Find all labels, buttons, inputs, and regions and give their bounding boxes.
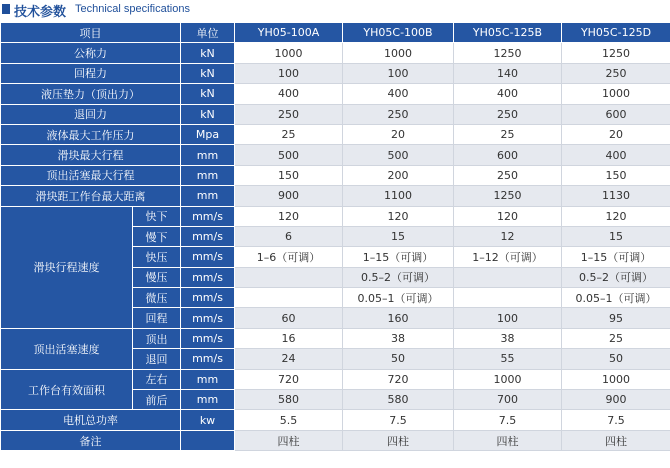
sub-label: 前后 xyxy=(133,390,181,410)
value-cell: 400 xyxy=(454,84,562,104)
header-model: YH05C-125B xyxy=(454,23,562,43)
value-cell: 400 xyxy=(343,84,454,104)
value-cell xyxy=(454,288,562,308)
row-label: 滑块最大行程 xyxy=(1,145,181,165)
sub-label: 退回 xyxy=(133,349,181,369)
value-cell: 100 xyxy=(235,63,343,83)
value-cell: 120 xyxy=(343,206,454,226)
value-cell: 700 xyxy=(454,390,562,410)
table-row xyxy=(1,328,670,348)
value-cell: 1000 xyxy=(562,84,670,104)
value-cell: 60 xyxy=(235,308,343,328)
value-cell: 150 xyxy=(562,165,670,185)
value-cell: 120 xyxy=(562,206,670,226)
value-cell: 500 xyxy=(343,145,454,165)
table-row xyxy=(1,165,670,185)
sub-label: 微压 xyxy=(133,288,181,308)
value-cell: 25 xyxy=(562,328,670,348)
value-cell: 四柱 xyxy=(454,430,562,450)
value-cell: 15 xyxy=(562,226,670,246)
value-cell: 四柱 xyxy=(235,430,343,450)
table-row xyxy=(1,63,670,83)
sub-label: 回程 xyxy=(133,308,181,328)
table-row xyxy=(1,186,670,206)
table-row xyxy=(1,145,670,165)
value-cell: 12 xyxy=(454,226,562,246)
row-unit: mm xyxy=(181,390,235,410)
value-cell: 1250 xyxy=(454,43,562,63)
value-cell: 0.05–1（可调） xyxy=(343,288,454,308)
title-chinese: 技术参数 xyxy=(14,5,67,20)
value-cell: 250 xyxy=(235,104,343,124)
value-cell: 四柱 xyxy=(343,430,454,450)
sub-label: 顶出 xyxy=(133,328,181,348)
title-english: Technical specifications xyxy=(75,3,190,15)
value-cell: 20 xyxy=(343,124,454,144)
value-cell: 1250 xyxy=(562,43,670,63)
value-cell: 600 xyxy=(562,104,670,124)
value-cell: 0.5–2（可调） xyxy=(343,267,454,287)
table-row xyxy=(1,104,670,124)
value-cell: 1100 xyxy=(343,186,454,206)
row-unit: mm/s xyxy=(181,206,235,226)
value-cell: 900 xyxy=(235,186,343,206)
value-cell: 1000 xyxy=(343,43,454,63)
table-row xyxy=(1,206,670,226)
value-cell: 16 xyxy=(235,328,343,348)
row-unit: mm/s xyxy=(181,288,235,308)
value-cell: 55 xyxy=(454,349,562,369)
row-unit: mm/s xyxy=(181,226,235,246)
value-cell: 200 xyxy=(343,165,454,185)
value-cell: 720 xyxy=(235,369,343,389)
row-unit xyxy=(181,430,235,450)
table-row xyxy=(1,430,670,450)
sub-label: 慢下 xyxy=(133,226,181,246)
value-cell: 580 xyxy=(343,390,454,410)
value-cell: 600 xyxy=(454,145,562,165)
value-cell: 7.5 xyxy=(343,410,454,430)
value-cell: 95 xyxy=(562,308,670,328)
row-unit: kN xyxy=(181,63,235,83)
header-row xyxy=(1,23,670,43)
value-cell: 38 xyxy=(454,328,562,348)
row-unit: kN xyxy=(181,43,235,63)
value-cell: 580 xyxy=(235,390,343,410)
row-label: 退回力 xyxy=(1,104,181,124)
row-unit: kN xyxy=(181,84,235,104)
row-unit: mm/s xyxy=(181,349,235,369)
row-unit: mm/s xyxy=(181,267,235,287)
row-label: 滑块距工作台最大距离 xyxy=(1,186,181,206)
row-unit: mm xyxy=(181,145,235,165)
value-cell: 250 xyxy=(454,104,562,124)
row-label: 顶出活塞最大行程 xyxy=(1,165,181,185)
value-cell: 1130 xyxy=(562,186,670,206)
value-cell: 20 xyxy=(562,124,670,144)
row-unit: mm xyxy=(181,186,235,206)
title-marker xyxy=(2,4,10,14)
row-unit: mm/s xyxy=(181,308,235,328)
header-item: 项目 xyxy=(1,23,181,43)
sub-label: 快下 xyxy=(133,206,181,226)
spec-table xyxy=(0,22,670,451)
group-label: 顶出活塞速度 xyxy=(1,328,133,369)
sub-label: 快压 xyxy=(133,247,181,267)
row-label: 液压垫力（顶出力） xyxy=(1,84,181,104)
value-cell: 1–12（可调） xyxy=(454,247,562,267)
value-cell: 7.5 xyxy=(454,410,562,430)
table-row xyxy=(1,369,670,389)
value-cell: 500 xyxy=(235,145,343,165)
value-cell: 50 xyxy=(562,349,670,369)
group-label: 工作台有效面积 xyxy=(1,369,133,410)
row-unit: mm/s xyxy=(181,247,235,267)
row-unit: mm/s xyxy=(181,328,235,348)
row-label: 公称力 xyxy=(1,43,181,63)
header-model: YH05-100A xyxy=(235,23,343,43)
value-cell xyxy=(454,267,562,287)
table-row xyxy=(1,43,670,63)
value-cell: 6 xyxy=(235,226,343,246)
row-unit: mm xyxy=(181,165,235,185)
row-label: 备注 xyxy=(1,430,181,450)
header-model: YH05C-125D xyxy=(562,23,670,43)
header-model: YH05C-100B xyxy=(343,23,454,43)
row-unit: kN xyxy=(181,104,235,124)
value-cell: 7.5 xyxy=(562,410,670,430)
sub-label: 慢压 xyxy=(133,267,181,287)
value-cell: 50 xyxy=(343,349,454,369)
table-row xyxy=(1,410,670,430)
value-cell: 1–15（可调） xyxy=(562,247,670,267)
value-cell: 四柱 xyxy=(562,430,670,450)
row-label: 回程力 xyxy=(1,63,181,83)
value-cell: 100 xyxy=(343,63,454,83)
value-cell: 120 xyxy=(454,206,562,226)
value-cell: 1250 xyxy=(454,186,562,206)
value-cell: 140 xyxy=(454,63,562,83)
value-cell: 250 xyxy=(454,165,562,185)
value-cell: 1–15（可调） xyxy=(343,247,454,267)
value-cell: 1000 xyxy=(235,43,343,63)
page-title xyxy=(0,0,670,20)
value-cell: 24 xyxy=(235,349,343,369)
table-row xyxy=(1,84,670,104)
group-label: 滑块行程速度 xyxy=(1,206,133,328)
row-unit: kw xyxy=(181,410,235,430)
value-cell xyxy=(235,288,343,308)
value-cell: 38 xyxy=(343,328,454,348)
value-cell: 900 xyxy=(562,390,670,410)
value-cell: 250 xyxy=(562,63,670,83)
header-unit: 单位 xyxy=(181,23,235,43)
value-cell: 120 xyxy=(235,206,343,226)
value-cell: 160 xyxy=(343,308,454,328)
row-label: 电机总功率 xyxy=(1,410,181,430)
value-cell: 400 xyxy=(235,84,343,104)
value-cell: 720 xyxy=(343,369,454,389)
value-cell: 1000 xyxy=(454,369,562,389)
value-cell: 1–6（可调） xyxy=(235,247,343,267)
table-row xyxy=(1,124,670,144)
value-cell: 15 xyxy=(343,226,454,246)
value-cell xyxy=(235,267,343,287)
value-cell: 1000 xyxy=(562,369,670,389)
row-unit: mm xyxy=(181,369,235,389)
value-cell: 250 xyxy=(343,104,454,124)
value-cell: 0.5–2（可调） xyxy=(562,267,670,287)
value-cell: 25 xyxy=(454,124,562,144)
value-cell: 100 xyxy=(454,308,562,328)
value-cell: 400 xyxy=(562,145,670,165)
row-label: 液体最大工作压力 xyxy=(1,124,181,144)
value-cell: 25 xyxy=(235,124,343,144)
value-cell: 5.5 xyxy=(235,410,343,430)
sub-label: 左右 xyxy=(133,369,181,389)
value-cell: 0.05–1（可调） xyxy=(562,288,670,308)
row-unit: Mpa xyxy=(181,124,235,144)
value-cell: 150 xyxy=(235,165,343,185)
